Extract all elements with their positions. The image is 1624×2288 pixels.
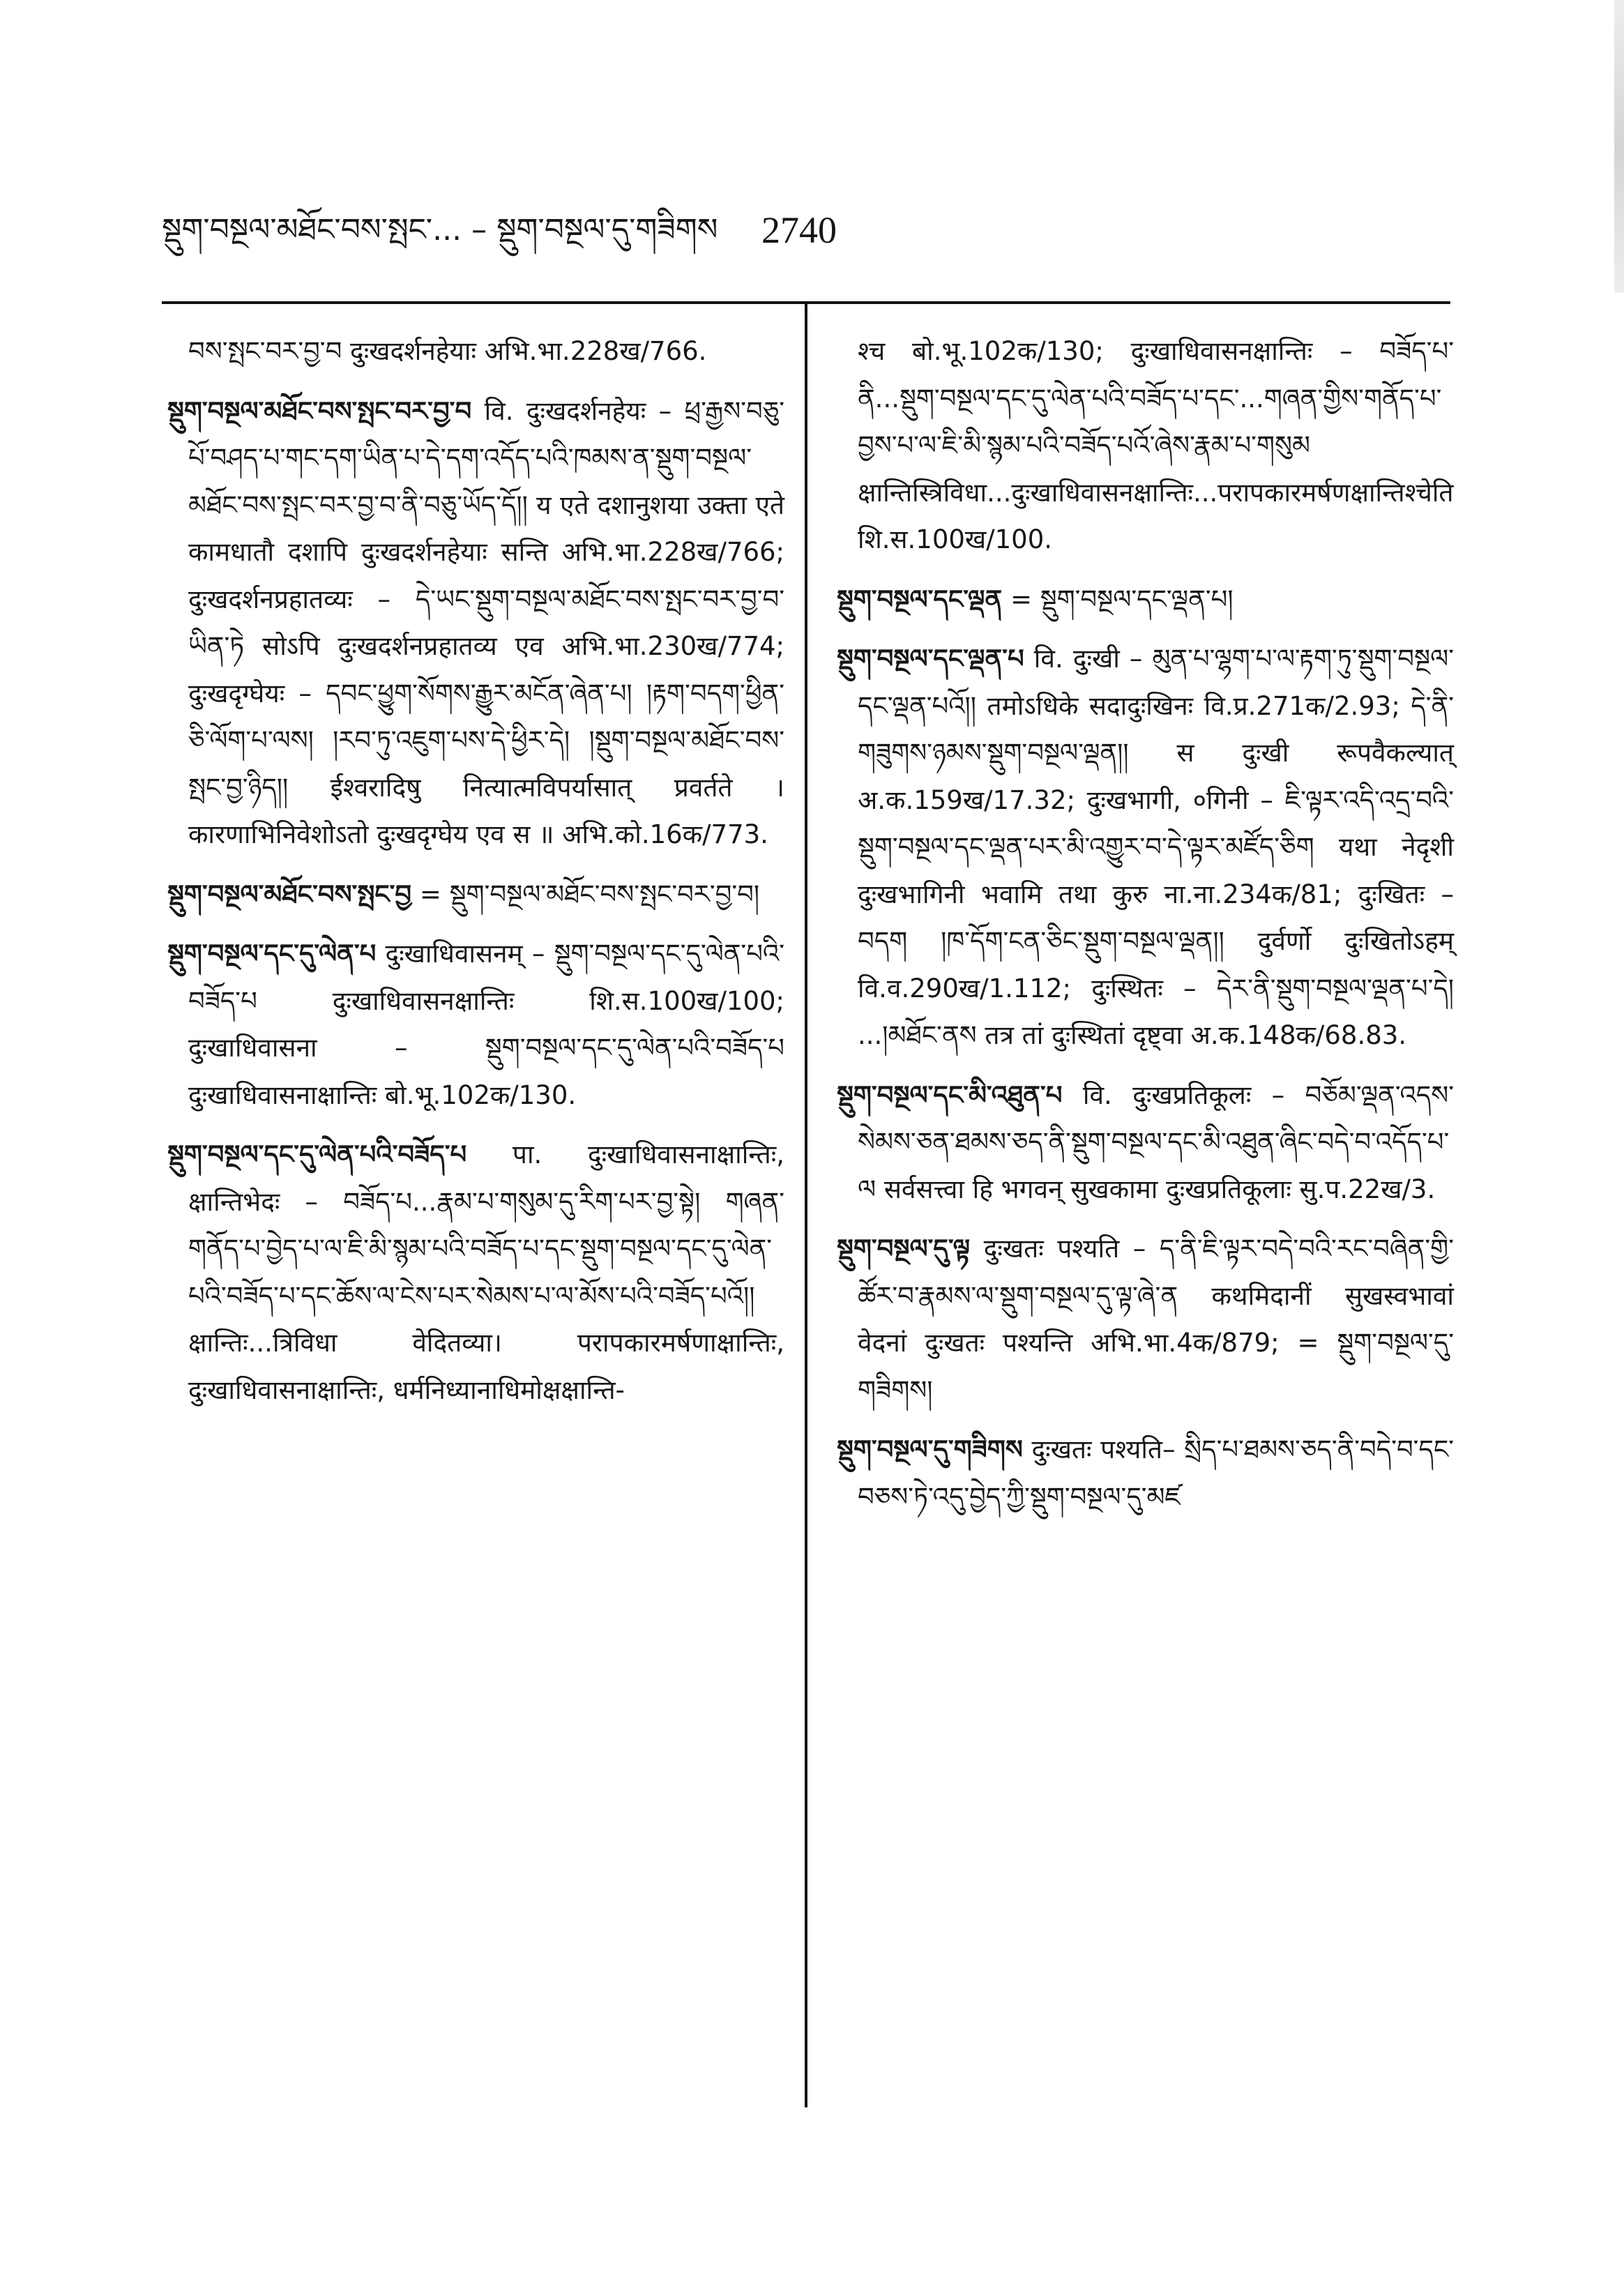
headword-range: སྡུག་བསྔལ་མཐོང་བས་སྤང་... – སྡུག་བསྔལ་དུ་གཟིགས — [162, 212, 718, 248]
entry-text: = སྡུག་བསྔལ་མཐོང་བས་སྤང་བར་བྱ་བ། — [419, 879, 760, 909]
dictionary-entry — [837, 576, 1454, 623]
entry-headword: སྡུག་བསྔལ་དང་ལྡན — [837, 584, 1003, 614]
entry-headword: སྡུག་བསྔལ་མཐོང་བས་སྤང་བྱ — [167, 879, 412, 909]
entry-headword: སྡུག་བསྔལ་དུ་ལྟ — [837, 1234, 971, 1264]
entry-headword: སྡུག་བསྔལ་དང་དུ་ལེན་པ — [167, 939, 377, 969]
entry-headword: སྡུག་བསྔལ་དང་ལྡན་པ — [837, 644, 1024, 674]
entry-text: दुःखतः पश्यति – ད་ནི་ཇི་ལྟར་བདེ་བའི་རང་བཞིན་གྱི་ཚོར་བ་རྣམས་ལ་སྡུག་བསྔལ་དུ་ལྟ་ཞེ་ན कथमिदानीं सुखस्वभावां वेदनां दुःखतः पश्यन्ति अभि.भा.4क/879; = སྡུག་བསྔལ་དུ་གཟིགས། — [858, 1234, 1454, 1405]
dictionary-entry — [167, 388, 784, 858]
entry-headword: སྡུག་བསྔལ་དང་དུ་ལེན་པའི་བཟོད་པ — [167, 1139, 467, 1169]
entry-text: दुःखतः पश्यति– སྲིད་པ་ཐམས་ཅད་ནི་བདེ་བ་དང་བཅས་ཏེ་འདུ་བྱེད་ཀྱི་སྡུག་བསྔལ་དུ་མཛ — [858, 1434, 1454, 1512]
entry-text: पा. दुःखाधिवासनाक्षान्तिः, क्षान्तिभेदः – བཟོད་པ...རྣམ་པ་གསུམ་དུ་རིག་པར་བྱ་སྟེ། གཞན་གནོད་པ་བྱེད་པ་ལ་ཇི་མི་སྙམ་པའི་བཟོད་པ་དང་སྡུག་བསྔལ་དང་དུ་ལེན་པའི་བཟོད་པ་དང་ཆོས་ལ་ངེས་པར་སེམས་པ་ལ་མོས་པའི་བཟོད་པའོ།། क्षान्तिः...त्रिविधा वेदितव्या। परापकारमर्षणाक्षान्तिः, दुःखाधिवासनाक्षान्तिः, धर्मनिध्यानाधिमोक्षक्षान्ति- — [188, 1139, 784, 1405]
entry-continuation — [837, 328, 1454, 563]
entry-text: श्च बो.भू.102क/130; दुःखाधिवासनक्षान्तिः – བཟོད་པ་ནི...སྡུག་བསྔལ་དང་དུ་ལེན་པའི་བཟོད་པ་དང་...གཞན་གྱིས་གནོད་པ་བྱས་པ་ལ་ཇི་མི་སྙམ་པའི་བཟོད་པའོ་ཞེས་རྣམ་པ་གསུམ क्षान्तिस्त्रिविधा...दुःखाधिवासनक्षान्तिः...परापकारमर्षणक्षान्तिश्चेति शि.स.100ख/100. — [858, 336, 1454, 554]
entry-text: वि. दुःखी – མུན་པ་ལྷག་པ་ལ་རྟག་ཏུ་སྡུག་བསྔལ་དང་ལྡན་པའོ།། तमोऽधिके सदादुःखिनः वि.प्र.271क/2.93; དེ་ནི་གཟུགས་ཉམས་སྡུག་བསྔལ་ལྡན།། स दुःखी रूपवैकल्यात् अ.क.159ख/17.32; दुःखभागी, ०गिनी – ཇི་ལྟར་འདི་འདྲ་བའི་སྡུག་བསྔལ་དང་ལྡན་པར་མི་འགྱུར་བ་དེ་ལྟར་མཛོད་ཅིག यथा नेदृशी दुःखभागिनी भवामि तथा कुरु ना.ना.234क/81; दुःखितः – བདག །ཁ་དོག་ངན་ཅིང་སྡུག་བསྔལ་ལྡན།། दुर्वर्णो दुःखितोऽहम् वि.व.290ख/1.112; दुःस्थितः – དེར་ནི་སྡུག་བསྔལ་ལྡན་པ་དེ། ...།མཐོང་ནས तत्र तां दुःस्थितां दृष्ट्वा अ.क.148क/68.83. — [858, 644, 1454, 1050]
entry-text: वि. दुःखप्रतिकूलः – བཅོམ་ལྡན་འདས་སེམས་ཅན་ཐམས་ཅད་ནི་སྡུག་བསྔལ་དང་མི་འཐུན་ཞིང་བདེ་བ་འདོད་པ་ལ सर्वसत्त्वा हि भगवन् सुखकामा दुःखप्रतिकूलाः सु.प.22ख/3. — [858, 1079, 1454, 1204]
dictionary-entry — [167, 1131, 784, 1414]
entry-text: བས་སྤང་བར་བྱ་བ दुःखदर्शनहेयाः अभि.भा.228ख/766. — [188, 336, 707, 366]
entry-text: = སྡུག་བསྔལ་དང་ལྡན་པ། — [1010, 584, 1234, 614]
entry-headword: སྡུག་བསྔལ་མཐོང་བས་སྤང་བར་བྱ་བ — [167, 395, 472, 426]
page-header — [162, 202, 1501, 258]
dictionary-entry — [167, 930, 784, 1119]
dictionary-entry — [837, 1426, 1454, 1520]
page-number: 2740 — [761, 209, 837, 251]
right-column — [837, 328, 1454, 1533]
entry-text: वि. दुःखदर्शनहेयः – ཕྲ་རྒྱས་བཅུ་པོ་བཤད་པ་གང་དག་ཡིན་པ་དེ་དག་འདོད་པའི་ཁམས་ན་སྡུག་བསྔལ་མཐོང་བས་སྤང་བར་བྱ་བ་ནི་བཅུ་ཡོད་དོ།། य एते दशानुशया उक्ता एते कामधातौ दशापि दुःखदर्शनहेयाः सन्ति अभि.भा.228ख/766; दुःखदर्शनप्रहातव्यः – དེ་ཡང་སྡུག་བསྔལ་མཐོང་བས་སྤང་བར་བྱ་བ་ཡིན་ཏེ सोऽपि दुःखदर्शनप्रहातव्य एव अभि.भा.230ख/774; दुःखदृग्घेयः – དབང་ཕྱུག་སོགས་རྒྱུར་མངོན་ཞེན་པ། །རྟག་བདག་ཕྱིན་ཅི་ལོག་པ་ལས། །རབ་ཏུ་འཇུག་པས་དེ་ཕྱིར་དེ། །སྡུག་བསྔལ་མཐོང་བས་སྤང་བྱ་ཉིད།། ईश्वरादिषु नित्यात्मविपर्यासात् प्रवर्तते । कारणाभिनिवेशोऽतो दुःखदृग्घेय एव स ॥ अभि.को.16क/773. — [188, 395, 784, 849]
left-column — [167, 328, 784, 1426]
dictionary-entry — [167, 871, 784, 918]
dictionary-entry — [837, 1225, 1454, 1414]
entry-headword: སྡུག་བསྔལ་དུ་གཟིགས — [837, 1434, 1023, 1464]
dictionary-entry — [837, 635, 1454, 1059]
scan-edge-mark — [1614, 0, 1624, 293]
dictionary-entry — [837, 1072, 1454, 1213]
entry-continuation — [167, 328, 784, 375]
entry-text: दुःखाधिवासनम् – སྡུག་བསྔལ་དང་དུ་ལེན་པའི་བཟོད་པ दुःखाधिवासनक्षान्तिः शि.स.100ख/100; दुःखाधिवासना – སྡུག་བསྔལ་དང་དུ་ལེན་པའི་བཟོད་པ दुःखाधिवासनाक्षान्तिः बो.भू.102क/130. — [188, 939, 784, 1110]
entry-headword: སྡུག་བསྔལ་དང་མི་འཐུན་པ — [837, 1079, 1063, 1110]
column-divider — [805, 301, 807, 2107]
